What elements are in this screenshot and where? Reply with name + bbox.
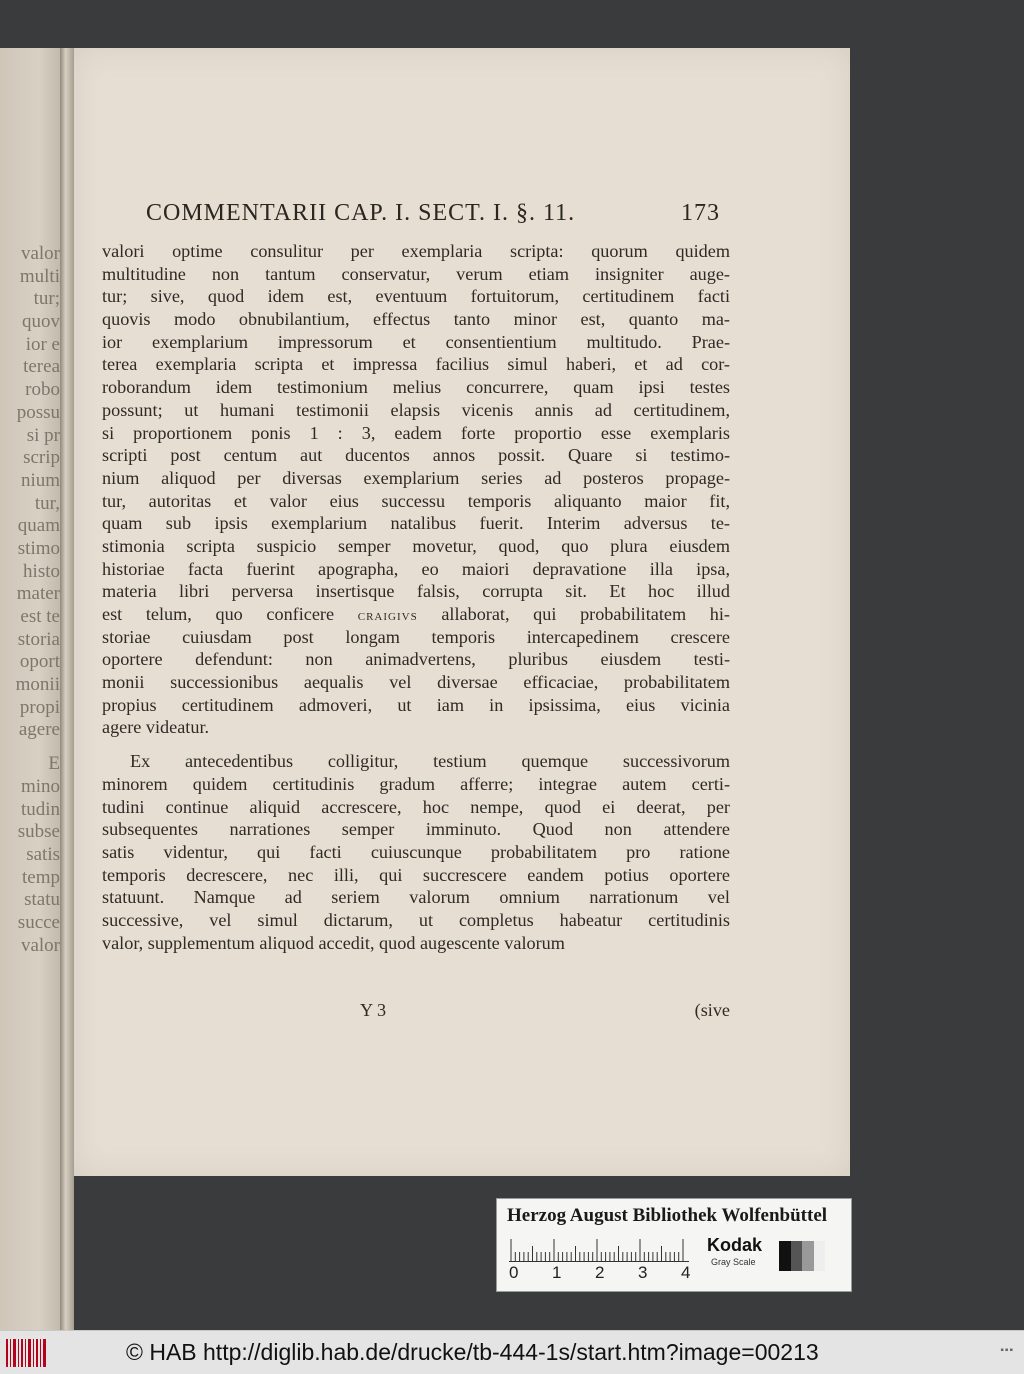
prev-page-fragment: est te xyxy=(20,606,60,627)
text-line: oportere defendunt: non animadvertens, pluribus eiusdem testi- xyxy=(102,649,730,670)
text-line: roborandum idem testimonium melius concurrere, quam ipsi testes xyxy=(102,377,730,398)
kodak-logo: Kodak xyxy=(707,1235,763,1255)
text-line: scripti post centum aut ducentos annos possit. Quare si testimo- xyxy=(102,445,730,466)
text-line: statuunt. Namque ad seriem valorum omnium narrationum vel xyxy=(102,887,730,908)
text-line: propius certitudinem admoveri, ut iam in ipsissima, eius vicinia xyxy=(102,694,730,715)
text-line: quam sub ipsis exemplarium natalibus fuerit. Interim adversus te- xyxy=(102,513,730,534)
patch-mid xyxy=(802,1241,814,1271)
prev-page-fragment: E xyxy=(48,753,60,775)
ruler-numbers xyxy=(509,1263,699,1285)
prev-page-fragment: temp xyxy=(22,866,60,888)
prev-page-fragment: stimo xyxy=(17,537,60,559)
text-line: successive, vel simul dictarum, ut completus habeatur certitudinis xyxy=(102,909,730,930)
prev-page-fragment: ior e xyxy=(25,333,60,355)
text-line: si proportionem ponis 1 : 3, eadem forte proportio esse exemplaris xyxy=(102,422,730,443)
prev-page-fragment: mino xyxy=(20,775,60,797)
prev-page-fragment: oport xyxy=(19,651,60,673)
prev-page-fragment: statu xyxy=(24,889,60,911)
signature-mark: Y 3 xyxy=(360,1000,387,1020)
ruler-ticks xyxy=(509,1237,689,1261)
prev-page-fragment: mater xyxy=(16,583,60,605)
ruler-number: 0 xyxy=(509,1263,519,1282)
prev-page-fragment: satis xyxy=(26,843,60,865)
prev-page-fragment: tur, xyxy=(34,492,60,514)
paragraph-1-continued xyxy=(102,626,730,739)
footer-bar xyxy=(0,1330,1024,1374)
text-line: subsequentes narrationes semper imminuto. Quod non attendere xyxy=(102,819,730,840)
text-line: temporis decrescere, nec illi, qui succrescere eandem potius oportere xyxy=(102,864,730,885)
text-line: materia libri perversa insertisque falsis, corrupta sit. Et hoc illud xyxy=(102,581,730,602)
text-line: ior exemplarium impressorum et consentientium multitudo. Prae- xyxy=(102,331,730,352)
text-line: Ex antecedentibus colligitur, testium quemque successivorum xyxy=(130,751,730,772)
scale-title: Herzog August Bibliothek Wolfenbüttel xyxy=(507,1205,828,1226)
text-line-craig: est telum, quo conficere craigivs allaborat, qui probabilitatem hi- xyxy=(102,604,730,624)
prev-page-fragment: monii xyxy=(15,674,60,696)
text-line: possunt; ut humani testimonii elapsis vicenis annis ad certitudinem, xyxy=(102,399,730,420)
prev-page-fragment: nium xyxy=(20,469,60,491)
gray-patches xyxy=(779,1241,825,1271)
previous-page-text xyxy=(0,243,60,957)
prev-page-fragment xyxy=(0,742,60,753)
barcode-icon xyxy=(6,1337,48,1369)
menu-dots-icon: ▪▪▪ xyxy=(1000,1345,1014,1356)
text-line: storiae cuiusdam post longam temporis intercapedinem crescere xyxy=(102,626,730,647)
text-line: terea exemplaria scripta et impressa facilius simul haberi, et ad cor- xyxy=(102,354,730,375)
prev-page-fragment: tudin xyxy=(20,798,60,820)
text-line: tur, autoritas et valor eius successu temporis aliquanto maior fit, xyxy=(102,490,730,511)
prev-page-fragment: robo xyxy=(25,379,60,401)
prev-page-fragment: subse xyxy=(17,821,60,843)
ruler-number: 1 xyxy=(552,1263,562,1282)
ruler xyxy=(509,1237,689,1262)
paragraph-1 xyxy=(102,240,730,603)
prev-page-fragment: si pr xyxy=(26,424,60,446)
text-line: minorem quidem certitudinis gradum afferre; integrae autem certi- xyxy=(102,773,730,794)
running-title: COMMENTARII CAP. I. SECT. I. §. 11. xyxy=(146,200,576,226)
previous-page-edge xyxy=(0,48,64,1330)
prev-page-fragment: tur; xyxy=(33,288,60,310)
ruler-number: 3 xyxy=(638,1263,648,1282)
text-line: multitudine non tantum conservatur, verum etiam insigniter auge- xyxy=(102,263,730,284)
text-line: nium aliquod per diversas exemplarium series ad posteros propage- xyxy=(102,467,730,488)
prev-page-fragment: multi xyxy=(19,265,60,287)
prev-page-fragment: propi xyxy=(19,696,60,718)
prev-page-fragment: possu xyxy=(16,401,60,423)
prev-page-fragment: scrip xyxy=(23,447,60,469)
copyright-url[interactable]: © HAB http://diglib.hab.de/drucke/tb-444-1s/start.htm?image=00213 xyxy=(126,1339,819,1365)
prev-page-fragment: succe xyxy=(17,911,60,933)
page-number: 173 xyxy=(681,200,720,226)
text-line: agere videatur. xyxy=(102,717,210,738)
color-scale-card xyxy=(496,1198,852,1292)
prev-page-fragment: valor xyxy=(20,243,60,264)
catchword: (sive xyxy=(694,1000,730,1020)
running-head xyxy=(146,200,720,240)
text-line: stimonia scripta suspicio semper movetur, quod, quo plura eiusdem xyxy=(102,535,730,556)
page-foot xyxy=(102,1000,730,1026)
text-line: quovis modo obnubilantium, effectus tanto minor est, quanto ma- xyxy=(102,309,730,330)
patch-light xyxy=(814,1241,826,1271)
text-line: tur; sive, quod idem est, eventuum fortuitorum, certitudinem facti xyxy=(102,286,730,307)
text-line: historiae facta fuerint apographa, eo maiori depravatione illa ipsa, xyxy=(102,558,730,579)
text-line: valor, supplementum aliquod accedit, quod augescente valorum xyxy=(102,932,565,953)
paragraph-2 xyxy=(102,750,730,954)
text-line: satis videntur, qui facti cuiuscunque probabilitatem pro ratione xyxy=(102,841,730,862)
prev-page-fragment: histo xyxy=(23,560,60,582)
text-line: valori optime consulitur per exemplaria scripta: quorum quidem xyxy=(102,241,730,261)
ruler-number: 2 xyxy=(595,1263,605,1282)
text-line: tudini continue aliquid accrescere, hoc nempe, quod ei deerat, per xyxy=(102,796,730,817)
prev-page-fragment: valor xyxy=(20,934,60,956)
prev-page-fragment: storia xyxy=(17,628,60,650)
page-gutter xyxy=(60,48,74,1330)
patch-dark xyxy=(791,1241,803,1271)
patch-black xyxy=(779,1241,791,1271)
book-page xyxy=(74,48,850,1176)
gray-scale-label: Gray Scale xyxy=(711,1257,756,1267)
prev-page-fragment: agere xyxy=(18,719,60,741)
prev-page-fragment: quov xyxy=(22,311,60,333)
body-text xyxy=(102,240,730,954)
ruler-number: 4 xyxy=(681,1263,691,1282)
prev-page-fragment: quam xyxy=(17,515,60,537)
text-line: monii successionibus aequalis vel diversae efficaciae, probabilitatem xyxy=(102,672,730,693)
author-name: craigivs xyxy=(357,608,418,624)
prev-page-fragment: terea xyxy=(23,356,60,378)
